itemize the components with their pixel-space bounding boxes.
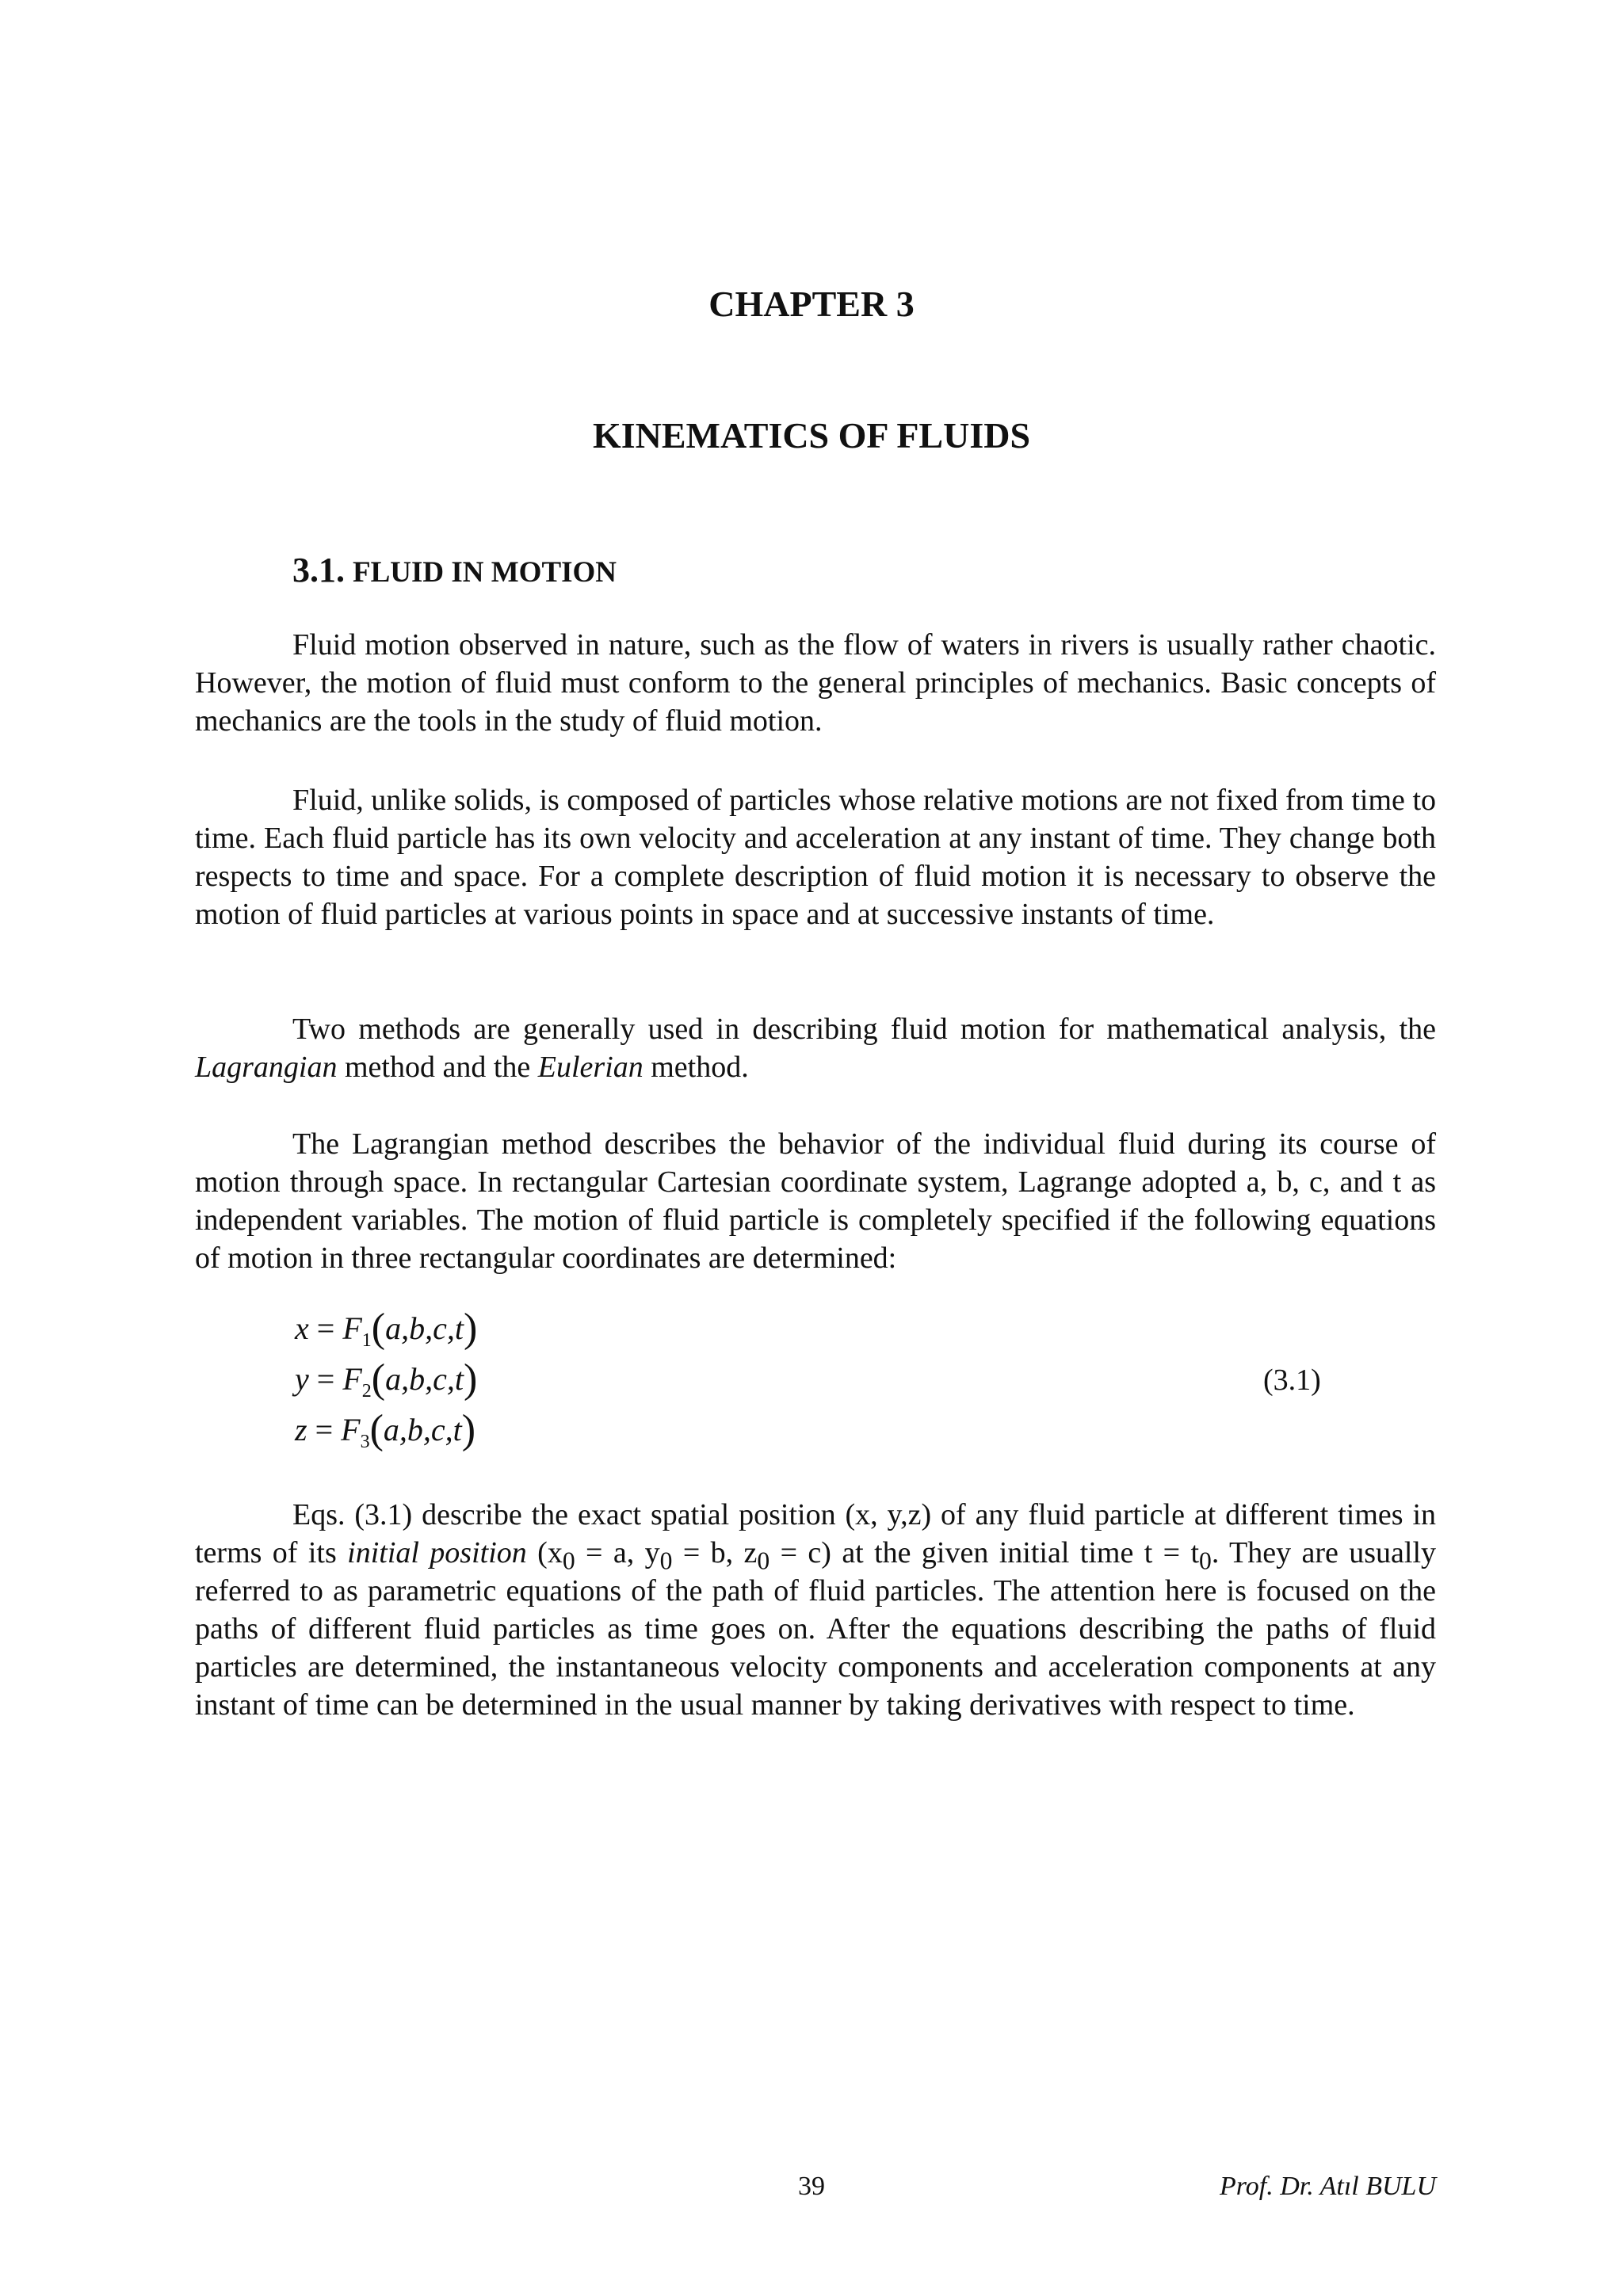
equation-lhs: x	[295, 1310, 309, 1346]
equation-subscript: 2	[361, 1381, 372, 1402]
text-run: = c) at the given initial time t = t	[769, 1536, 1200, 1569]
paragraph-text	[195, 1496, 1436, 1724]
equation-line-x	[295, 1303, 477, 1354]
text-run: Two methods are generally used in describing fluid motion for mathematical analysis, the	[292, 1013, 1436, 1046]
open-paren: (	[371, 1356, 386, 1402]
paragraph-2	[195, 781, 1436, 933]
subscript: 0	[659, 1547, 673, 1575]
page-number: 39	[798, 2172, 825, 2201]
close-paren: )	[463, 1306, 478, 1351]
subscript: 0	[757, 1547, 770, 1575]
text-run: method and the	[337, 1051, 538, 1084]
equation-subscript: 3	[360, 1432, 370, 1452]
text-run: = b, z	[672, 1536, 758, 1569]
paragraph-3	[195, 1010, 1436, 1086]
equation-number: (3.1)	[1263, 1363, 1321, 1397]
equation-function: F	[342, 1310, 362, 1346]
paragraph-text	[195, 1010, 1436, 1086]
text-run: Eqs. (3.1) describe the exact spatial position (x, y,z) of any fluid particle at different times in terms of its	[195, 1498, 1436, 1569]
paragraph-text: The Lagrangian method describes the behavior of the individual fluid during its course of motion through space. In rectangular Cartesian coordinate system, Lagrange adopted a, b, c, and t as independent variables. The motion of fluid particle is completely specified if the following equations of motion in three rectangular coordinates are determined:	[195, 1127, 1436, 1275]
equation-block	[295, 1303, 477, 1455]
author-footer: Prof. Dr. Atıl BULU	[1220, 2172, 1436, 2201]
open-paren: (	[369, 1407, 384, 1452]
close-paren: )	[463, 1356, 478, 1402]
paragraph-5	[195, 1496, 1436, 1724]
equation-args: a,b,c,t	[385, 1310, 464, 1346]
paragraph-1	[195, 626, 1436, 740]
equation-subscript: 1	[361, 1330, 372, 1351]
text-run: method.	[643, 1051, 749, 1084]
subscript: 0	[1199, 1547, 1212, 1575]
equals-sign: =	[316, 1310, 335, 1346]
equals-sign: =	[315, 1412, 334, 1447]
equation-line-z	[295, 1405, 477, 1455]
text-run: (x	[526, 1536, 563, 1569]
section-heading	[292, 548, 617, 595]
equals-sign: =	[316, 1361, 335, 1397]
equation-function: F	[342, 1361, 362, 1397]
open-paren: (	[371, 1306, 386, 1351]
eulerian-term: Eulerian	[537, 1051, 643, 1084]
close-paren: )	[461, 1407, 476, 1452]
chapter-heading: CHAPTER 3	[708, 284, 915, 324]
text-run: = a, y	[575, 1536, 660, 1569]
chapter-title: KINEMATICS OF FLUIDS	[592, 415, 1031, 456]
equation-function: F	[341, 1412, 361, 1447]
lagrangian-term: Lagrangian	[195, 1051, 338, 1084]
subscript: 0	[562, 1547, 575, 1575]
section-title: FLUID IN MOTION	[353, 556, 617, 589]
paragraph-text: Fluid motion observed in nature, such as the flow of waters in rivers is usually rather chaotic. However, the motion of fluid must conform to the general principles of mechanics. Basic concepts of mechanics are the tools in the study of fluid motion.	[195, 628, 1436, 738]
initial-position-term: initial position	[347, 1536, 527, 1569]
equation-args: a,b,c,t	[385, 1361, 464, 1397]
text-run: . They are usually referred to as parametric equations of the path of fluid particles. The attention here is focused on the paths of different fluid particles as time goes on. After the equations describing the paths of fluid particles are determined, the instantaneous velocity components and acceleration components at any instant of time can be determined in the usual manner by taking derivatives with respect to time.	[195, 1536, 1437, 1722]
paragraph-4	[195, 1125, 1436, 1277]
equation-lhs: z	[295, 1412, 307, 1447]
equation-lhs: y	[295, 1361, 309, 1397]
paragraph-text: Fluid, unlike solids, is composed of particles whose relative motions are not fixed from time to time. Each fluid particle has its own velocity and acceleration at any instant of time. They change both respects to time and space. For a complete description of fluid motion it is necessary to observe the motion of fluid particles at various points in space and at successive instants of time.	[195, 784, 1436, 931]
section-number: 3.1.	[292, 551, 345, 589]
equation-line-y	[295, 1354, 477, 1405]
equation-args: a,b,c,t	[383, 1412, 462, 1447]
